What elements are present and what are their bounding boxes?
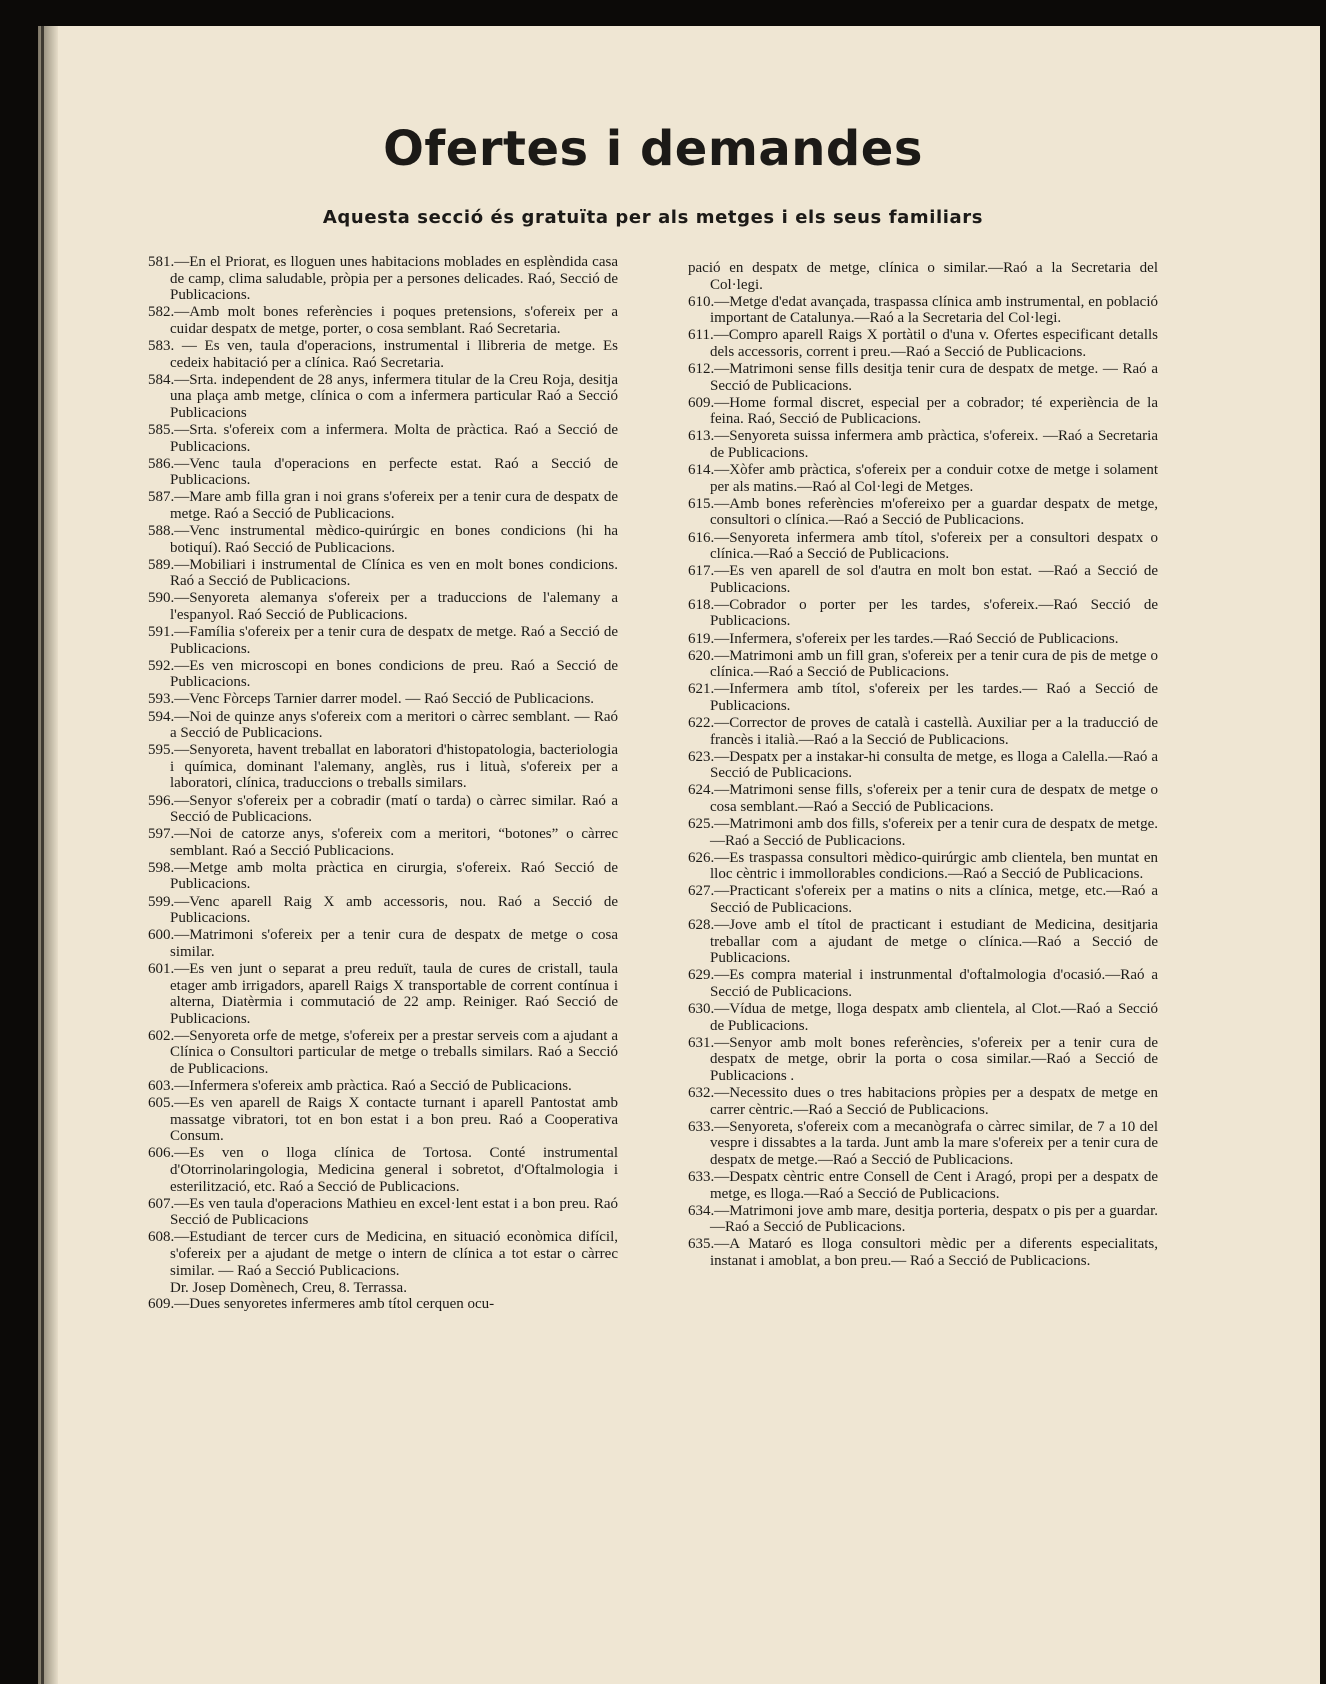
classified-entry: 605.—Es ven aparell de Raigs X contacte turnant i aparell Pantostat amb massatge vibratori, tot en bon estat i a bon preu. Raó a Cooperativa Consum. (148, 1095, 618, 1145)
classified-entry: 593.—Venc Fòrceps Tarnier darrer model. — Raó Secció de Publicacions. (148, 691, 595, 708)
classified-entry: 633.—Despatx cèntric entre Consell de Cent i Aragó, propi per a despatx de metge, es lloga.—Raó a Secció de Publicacions. (688, 1169, 1158, 1202)
classified-entry: 592.—Es ven microscopi en bones condicions de preu. Raó a Secció de Publicacions. (148, 657, 618, 691)
classified-entry: 620.—Matrimoni amb un fill gran, s'ofereix per a tenir cura de pis de metge o clínica.—Raó a Secció de Publicacions. (688, 647, 1158, 681)
classified-entry: 632.—Necessito dues o tres habitacions pròpies per a despatx de metge en carrer cèntric.—Raó a Secció de Publicacions. (688, 1085, 1158, 1118)
classified-entry: 623.—Despatx per a instakar-hi consulta de metge, es lloga a Calella.—Raó a Secció de Publicacions. (688, 748, 1158, 782)
classified-entry: 625.—Matrimoni amb dos fills, s'ofereix per a tenir cura de despatx de metge.—Raó a Secció de Publicacions. (688, 816, 1158, 849)
classified-entry: 608.—Estudiant de tercer curs de Medicina, en situació econòmica difícil, s'ofereix per a ajudant de metge o intern de clínica a tot estar o càrrec similar. — Raó a Secció Publicacions. (148, 1229, 618, 1279)
classified-entry: 586.—Venc taula d'operacions en perfecte estat. Raó a Secció de Publicacions. (148, 455, 618, 489)
classified-entry: 591.—Família s'ofereix per a tenir cura de despatx de metge. Raó a Secció de Publicacions. (148, 624, 618, 657)
classified-entry: 602.—Senyoreta orfe de metge, s'ofereix per a prestar serveis com a ajudant a Clínica o Consultori particular de metge o treballs similars. Raó a Secció de Publicacions. (148, 1027, 618, 1077)
classified-entry: 626.—Es traspassa consultori mèdico-quirúrgic amb clientela, ben muntat en lloc cèntric i immollorables condicions.—Raó a Secció de Publicacions. (688, 849, 1158, 883)
classified-entry: 616.—Senyoreta infermera amb títol, s'ofereix per a consultori despatx o clínica.—Raó a Secció de Publicacions. (688, 529, 1158, 563)
scanned-page (38, 26, 1320, 1684)
classified-entry: 582.—Amb molt bones referències i poques pretensions, s'ofereix per a cuidar despatx de metge, porter, o cosa semblant. Raó Secretaria. (148, 304, 618, 337)
classified-entry: 612.—Matrimoni sense fills desitja tenir cura de despatx de metge. — Raó a Secció de Publicacions. (688, 361, 1158, 394)
classified-entry: 585.—Srta. s'ofereix com a infermera. Molta de pràctica. Raó a Secció de Publicacions. (148, 421, 618, 455)
classified-entry: 609.—Dues senyoretes infermeres amb títol cerquen ocu- (148, 1296, 495, 1313)
classified-entry: 629.—Es compra material i instrunmental d'oftalmologia d'ocasió.—Raó a Secció de Publicacions. (688, 967, 1158, 1001)
classified-entry: 627.—Practicant s'ofereix per a matins o nits a clínica, metge, etc.—Raó a Secció de Publicacions. (688, 883, 1158, 917)
classified-entry: 611.—Compro aparell Raigs X portàtil o d'una v. Ofertes especificant detalls dels accessoris, corrent i preu.—Raó a Secció de Publicacions. (688, 327, 1158, 360)
page-subtitle: Aquesta secció és gratuïta per als metges i els seus familiars (322, 207, 984, 228)
classified-entry: 618.—Cobrador o porter per les tardes, s'ofereix.—Raó Secció de Publicacions. (688, 596, 1158, 630)
page-content (148, 121, 1158, 1313)
classified-entry: 583. — Es ven, taula d'operacions, instrumental i llibreria de metge. Es cedeix habitació per a clínica. Raó Secretaria. (148, 337, 618, 371)
classified-entry: 622.—Corrector de proves de català i castellà. Auxiliar per a la traducció de francès i italià.—Raó a la Secció de Publicacions. (688, 715, 1158, 748)
right-column (688, 260, 1158, 1313)
classified-entry: 588.—Venc instrumental mèdico-quirúrgic en bones condicions (hi ha botiquí). Raó Secció de Publicacions. (148, 523, 618, 556)
classified-entry: 599.—Venc aparell Raig X amb accessoris, nou. Raó a Secció de Publicacions. (148, 893, 618, 927)
classified-entry: 596.—Senyor s'ofereix per a cobradir (matí o tarda) o càrrec similar. Raó a Secció de Publicacions. (148, 792, 618, 826)
classified-entry: 590.—Senyoreta alemanya s'ofereix per a traduccions de l'alemany a l'espanyol. Raó Secció de Publicacions. (148, 590, 618, 623)
page-title: Ofertes i demandes (383, 121, 923, 177)
classified-entry: 607.—Es ven taula d'operacions Mathieu en excel·lent estat i a bon preu. Raó Secció de Publicacions (148, 1195, 618, 1229)
classified-entry: 589.—Mobiliari i instrumental de Clínica es ven en molt bones condicions. Raó a Secció de Publicacions. (148, 556, 618, 590)
classified-entry: 609.—Home formal discret, especial per a cobrador; té experiència de la feina. Raó, Secció de Publicacions. (688, 394, 1158, 428)
left-column (148, 254, 618, 1313)
classified-entry: 628.—Jove amb el títol de practicant i estudiant de Medicina, desitjaria treballar com a ajudant de metge o clínica.—Raó a Secció de Publicacions. (688, 917, 1158, 967)
classified-entry: 598.—Metge amb molta pràctica en cirurgia, s'ofereix. Raó Secció de Publicacions. (148, 859, 618, 893)
classified-entry: 606.—Es ven o lloga clínica de Tortosa. Conté instrumental d'Otorrinolaringologia, Medicina general i sobretot, d'Oftalmologia i esterilització, etc. Raó a Secció de Publicacions. (148, 1145, 618, 1195)
classified-entry: 594.—Noi de quinze anys s'ofereix com a meritori o càrrec semblant. — Raó a Secció de Publicacions. (148, 708, 618, 742)
classified-entry: 634.—Matrimoni jove amb mare, desitja porteria, despatx o pis per a guardar.—Raó a Secció de Publicacions. (688, 1202, 1158, 1236)
classified-entry: 613.—Senyoreta suissa infermera amb pràctica, s'ofereix. —Raó a Secretaria de Publicacions. (688, 428, 1158, 462)
classified-entry: 621.—Infermera amb títol, s'ofereix per les tardes.— Raó a Secció de Publicacions. (688, 681, 1158, 714)
classified-entry: 635.—A Mataró es lloga consultori mèdic per a diferents especialitats, instanat i amoblat, a bon preu.— Raó a Secció de Publicacions. (688, 1236, 1158, 1270)
binding-line (41, 26, 44, 1684)
classifieds-columns (148, 254, 1158, 1313)
classified-entry: 597.—Noi de catorze anys, s'ofereix com a meritori, “botones” o càrrec semblant. Raó a Secció Publicacions. (148, 826, 618, 859)
classified-entry: 614.—Xòfer amb pràctica, s'ofereix per a conduir cotxe de metge i solament per als matins.—Raó al Col·legi de Metges. (688, 462, 1158, 495)
classified-entry: 584.—Srta. independent de 28 anys, infermera titular de la Creu Roja, desitja una plaça amb metge, clínica o com a infermera particular Raó a Secció Publicacions (148, 371, 618, 421)
classified-entry: 600.—Matrimoni s'ofereix per a tenir cura de despatx de metge o cosa similar. (148, 927, 618, 960)
classified-entry: 630.—Vídua de metge, lloga despatx amb clientela, al Clot.—Raó a Secció de Publicacions. (688, 1001, 1158, 1034)
classified-entry: 631.—Senyor amb molt bones referències, s'ofereix per a tenir cura de despatx de metge, obrir la porta o cosa similar.—Raó a Secció de Publicacions . (688, 1034, 1158, 1084)
classified-entry: 587.—Mare amb filla gran i noi grans s'ofereix per a tenir cura de despatx de metge. Raó a Secció de Publicacions. (148, 489, 618, 522)
classified-entry: 595.—Senyoreta, havent treballat en laboratori d'histopatologia, bacteriologia i química, dominant l'alemany, anglès, rus i lituà, s'ofereix per a laboratori, clínica, traduccions o treballs similars. (148, 742, 618, 792)
classified-entry: 617.—Es ven aparell de sol d'autra en molt bon estat. —Raó a Secció de Publicacions. (688, 563, 1158, 596)
classified-entry: 601.—Es ven junt o separat a preu reduït, taula de cures de cristall, taula etager amb irrigadors, aparell Raigs X transportable de corrent contínua i alterna, Diatèrmia i commutació de 22 amp. Reiniger. Raó Secció de Publicacions. (148, 960, 618, 1027)
classified-entry: 624.—Matrimoni sense fills, s'ofereix per a tenir cura de despatx de metge o cosa semblant.—Raó a Secció de Publicacions. (688, 782, 1158, 815)
classified-entry: 615.—Amb bones referències m'ofereixo per a guardar despatx de metge, consultori o clínica.—Raó a Secció de Publicacions. (688, 495, 1158, 529)
classified-entry: 581.—En el Priorat, es lloguen unes habitacions moblades en esplèndida casa de camp, clima saludable, pròpia per a persones delicades. Raó, Secció de Publicacions. (148, 254, 618, 304)
entry-contact-note: Dr. Josep Domènech, Creu, 8. Terrassa. (170, 1279, 407, 1296)
classified-entry: 633.—Senyoreta, s'ofereix com a mecanògrafa o càrrec similar, de 7 a 10 del vespre i dissabtes a la tarda. Junt amb la mare s'ofereix per a tenir cura de despatx de metge.—Raó a Secció de Publicacions. (688, 1118, 1158, 1168)
classified-entry: 610.—Metge d'edat avançada, traspassa clínica amb instrumental, en població important de Catalunya.—Raó a la Secretaria del Col·legi. (688, 293, 1158, 327)
classified-entry: 603.—Infermera s'ofereix amb pràctica. Raó a Secció de Publicacions. (148, 1078, 572, 1095)
classified-entry: 619.—Infermera, s'ofereix per les tardes.—Raó Secció de Publicacions. (688, 630, 1119, 647)
classified-entry: pació en despatx de metge, clínica o similar.—Raó a la Secretaria del Col·legi. (688, 260, 1158, 293)
